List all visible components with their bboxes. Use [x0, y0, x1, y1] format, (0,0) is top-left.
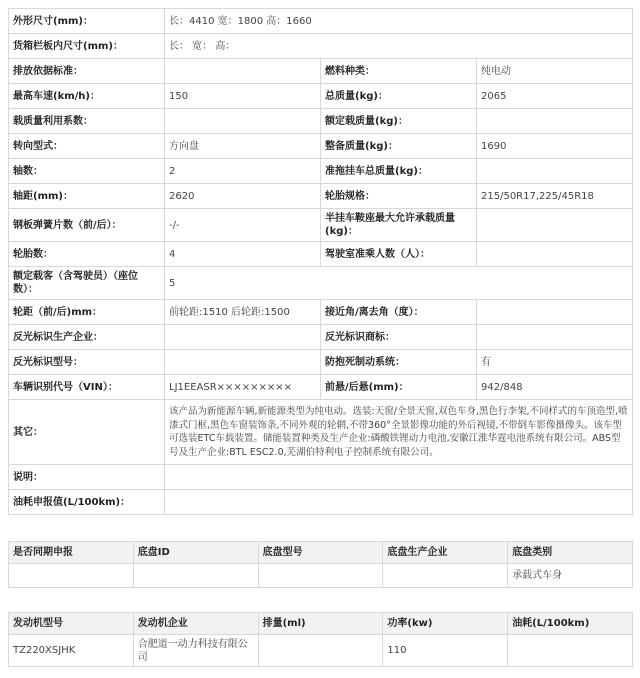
notes-label: 说明：: [9, 465, 165, 490]
axles-label: 轴数：: [9, 159, 165, 184]
vin-value: LJ1EEASR×××××××××: [165, 375, 321, 400]
spec-row-steering: [9, 134, 633, 159]
spec-row-reflector-model: [9, 350, 633, 375]
reflector-mfr-value: [165, 325, 321, 350]
spec-table: [8, 8, 633, 515]
chassis-header-id: 底盘ID: [133, 542, 258, 564]
spec-row-emission: [9, 59, 633, 84]
spring-label: 钢板弹簧片数（前/后）：: [9, 209, 165, 242]
notes-value: [165, 465, 633, 490]
engine-table: [8, 612, 633, 667]
axles-value: 2: [165, 159, 321, 184]
spec-row-axles: [9, 159, 633, 184]
loadutil-value: [165, 109, 321, 134]
spec-row-notes: [9, 465, 633, 490]
chassis-header-maker: 底盘生产企业: [383, 542, 508, 564]
engine-header-consumption: 油耗(L/100km): [508, 613, 633, 635]
reflector-brand-value: [477, 325, 633, 350]
reflector-mfr-label: 反光标识生产企业：: [9, 325, 165, 350]
fuel-label: 燃料种类：: [321, 59, 477, 84]
emission-label: 排放依据标准：: [9, 59, 165, 84]
engine-cell-displacement: [258, 635, 383, 667]
engine-cell-consumption: [508, 635, 633, 667]
loadutil-label: 载质量利用系数：: [9, 109, 165, 134]
engine-header-row: [9, 613, 633, 635]
trailer-value: [477, 159, 633, 184]
spec-row-speed: [9, 84, 633, 109]
dims-label: 外形尺寸(mm)：: [9, 9, 165, 34]
cab-value: [477, 242, 633, 267]
engine-header-model: 发动机型号: [9, 613, 134, 635]
cargo-value: 长： 宽： 高：: [165, 34, 633, 59]
maxspeed-value: 150: [165, 84, 321, 109]
other-value: 该产品为新能源车辆,新能源类型为纯电动。选装:天窗/全景天窗,双色车身,黑色行李架,不同样式的车顶造型,喷漆式门框,黑色车窗装饰条,不同外观的轮辋,不带360°全景影像功能的外后视镜,不带倒车影像摄像头。该车型可选装ETC车载装置。储能装置种类及生产企业:磷酸铁锂动力电池,安徽江淮华霆电池系统有限公司。ABS型号及生产企业:BTL ESC2.0,芜湖伯特利电子控制系统有限公司。: [165, 400, 633, 465]
table-row: [9, 564, 633, 588]
spec-row-spring: [9, 209, 633, 242]
chassis-cell-maker: [383, 564, 508, 588]
abs-label: 防抱死制动系统：: [321, 350, 477, 375]
saddle-label: 半挂车鞍座最大允许承载质量(kg)：: [321, 209, 477, 242]
tirecount-value: 4: [165, 242, 321, 267]
engine-header-power: 功率(kw): [383, 613, 508, 635]
steering-label: 转向型式：: [9, 134, 165, 159]
tirecount-label: 轮胎数：: [9, 242, 165, 267]
engine-header-displacement: 排量(ml): [258, 613, 383, 635]
steering-value: 方向盘: [165, 134, 321, 159]
table-row: [9, 635, 633, 667]
approach-value: [477, 300, 633, 325]
overhang-value: 942/848: [477, 375, 633, 400]
emission-value: [165, 59, 321, 84]
consumption-label: 油耗申报值(L/100km)：: [9, 490, 165, 515]
spec-row-other: [9, 400, 633, 465]
engine-cell-model: TZ220XSJHK: [9, 635, 134, 667]
ratedload-value: [477, 109, 633, 134]
spec-row-passengers: [9, 267, 633, 300]
fuel-value: 纯电动: [477, 59, 633, 84]
trailer-label: 准拖挂车总质量(kg)：: [321, 159, 477, 184]
saddle-value: [477, 209, 633, 242]
spec-row-dims: [9, 9, 633, 34]
wheelbase-value: 2620: [165, 184, 321, 209]
reflector-brand-label: 反光标识商标：: [321, 325, 477, 350]
spec-row-consumption: [9, 490, 633, 515]
chassis-cell-type: 承载式车身: [508, 564, 633, 588]
engine-cell-power: 110: [383, 635, 508, 667]
cab-label: 驾驶室准乘人数（人）：: [321, 242, 477, 267]
chassis-header-sync: 是否同期申报: [9, 542, 134, 564]
chassis-cell-id: [133, 564, 258, 588]
spec-row-vin: [9, 375, 633, 400]
chassis-cell-sync: [9, 564, 134, 588]
tire-label: 轮胎规格：: [321, 184, 477, 209]
spec-row-tires: [9, 242, 633, 267]
overhang-label: 前悬/后悬(mm)：: [321, 375, 477, 400]
curb-label: 整备质量(kg)：: [321, 134, 477, 159]
curb-value: 1690: [477, 134, 633, 159]
wheelbase-label: 轴距(mm)：: [9, 184, 165, 209]
other-label: 其它：: [9, 400, 165, 465]
tire-value: 215/50R17,225/45R18: [477, 184, 633, 209]
cargo-label: 货箱栏板内尺寸(mm)：: [9, 34, 165, 59]
spec-row-track: [9, 300, 633, 325]
rearguard-value: [165, 350, 321, 375]
abs-value: 有: [477, 350, 633, 375]
spring-value: -/-: [165, 209, 321, 242]
vin-label: 车辆识别代号（VIN）：: [9, 375, 165, 400]
consumption-value: [165, 490, 633, 515]
ratedload-label: 额定载质量(kg)：: [321, 109, 477, 134]
spec-row-wheelbase: [9, 184, 633, 209]
spec-row-reflector-mfr: [9, 325, 633, 350]
approach-label: 接近角/离去角（度）：: [321, 300, 477, 325]
rearguard-label: 反光标识型号：: [9, 350, 165, 375]
track-value: 前轮距:1510 后轮距:1500: [165, 300, 321, 325]
chassis-cell-model: [258, 564, 383, 588]
passengers-label: 额定载客（含驾驶员）（座位数）：: [9, 267, 165, 300]
gross-value: 2065: [477, 84, 633, 109]
spec-row-load: [9, 109, 633, 134]
gross-label: 总质量(kg)：: [321, 84, 477, 109]
passengers-value: 5: [165, 267, 633, 300]
chassis-header-row: [9, 542, 633, 564]
chassis-header-type: 底盘类别: [508, 542, 633, 564]
chassis-header-model: 底盘型号: [258, 542, 383, 564]
dims-value: 长：4410 宽：1800 高：1660: [165, 9, 633, 34]
engine-header-maker: 发动机企业: [133, 613, 258, 635]
maxspeed-label: 最高车速(km/h)：: [9, 84, 165, 109]
chassis-table: [8, 541, 633, 588]
engine-cell-maker: 合肥道一动力科技有限公司: [133, 635, 258, 667]
spec-row-cargo: [9, 34, 633, 59]
track-label: 轮距（前/后)mm：: [9, 300, 165, 325]
